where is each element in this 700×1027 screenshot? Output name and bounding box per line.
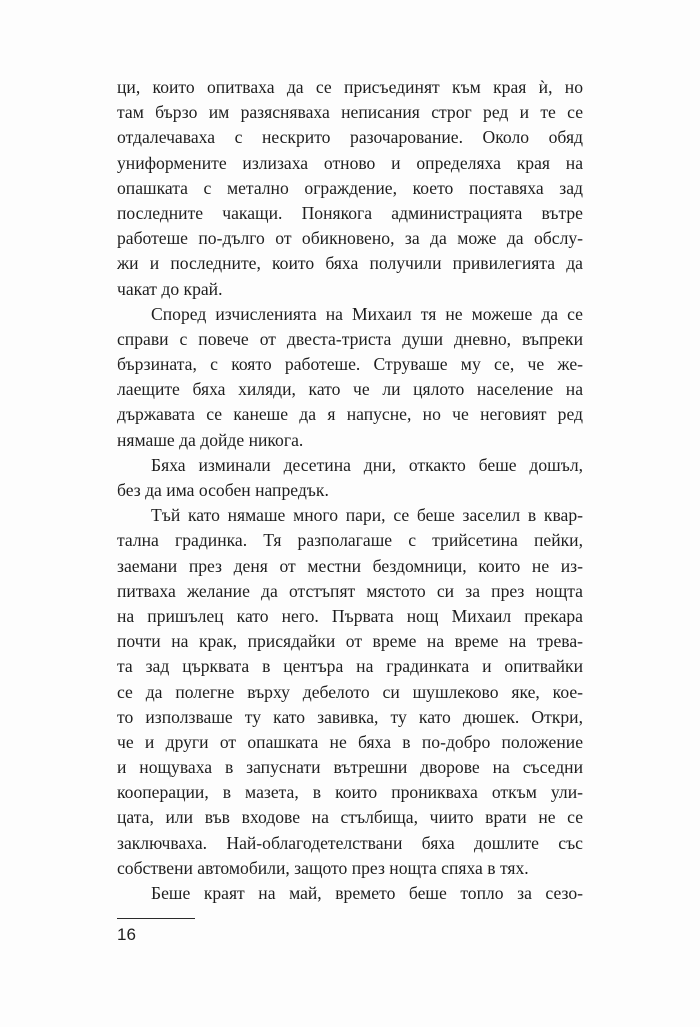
text-line: чакат до край. <box>117 278 223 299</box>
text-line: че и други от опашката не бяха в по-добро положение <box>117 731 583 752</box>
text-line: цата, или във входове на стълбища, чиито врати не се <box>117 807 583 828</box>
text-line: жи и последните, които бяха получили привилегията да <box>117 253 583 274</box>
text-line: нямаше да дойде никога. <box>117 429 304 450</box>
paragraph <box>117 302 583 453</box>
text-line: Според изчисленията на Михаил тя не можеше да се <box>151 303 583 324</box>
text-line: бързината, с която работеше. Струваше му се, че же- <box>117 354 583 375</box>
text-line: заключваха. Най-облагодетелствани бяха дошлите със <box>117 832 583 853</box>
paragraph <box>117 881 583 906</box>
text-line: лаещите бяха хиляди, като че ли цялото население на <box>117 379 583 400</box>
text-line: Бяха изминали десетина дни, откакто беше дошъл, <box>151 454 583 475</box>
text-line: тална градинка. Тя разполагаше с трийсетина пейки, <box>117 530 583 551</box>
text-line: на пришълец като него. Първата нощ Михаил прекара <box>117 605 583 626</box>
text-line: отдалечаваха с нескрито разочарование. Около обяд <box>117 127 583 148</box>
text-line: Тъй като нямаше много пари, се беше заселил в квар- <box>151 505 583 526</box>
text-line: справи с повече от двеста-триста души дневно, въпреки <box>117 328 583 349</box>
text-line: и нощуваха в запуснати вътрешни дворове на съседни <box>117 757 583 778</box>
paragraph <box>117 453 583 503</box>
text-line: без да има особен напредък. <box>117 480 329 500</box>
text-line: се да полегне върху дебелото си шушлеково яке, кое- <box>117 681 583 702</box>
text-line: последните чакащи. Понякога администрацията вътре <box>117 202 583 223</box>
text-line: заемани през деня от местни бездомници, които не из- <box>117 555 583 576</box>
body-text <box>117 75 583 906</box>
text-line: кооперации, в мазета, в които проникваха откъм ули- <box>117 782 583 803</box>
text-line: Беше краят на май, времето беше топло за сезо- <box>151 883 583 903</box>
paragraph <box>117 503 583 881</box>
page-number: 16 <box>117 925 136 944</box>
footer-rule <box>117 918 195 919</box>
text-line: униформените излизаха отново и определяха края на <box>117 152 583 173</box>
text-line: там бързо им разясняваха неписания строг ред и те се <box>117 102 583 123</box>
text-line: та зад църквата в центъра на градинката и опитвайки <box>117 656 583 677</box>
text-line: държавата се канеше да я напусне, но че неговият ред <box>117 404 583 425</box>
text-line: собствени автомобили, защото през нощта спяха в тях. <box>117 857 529 878</box>
text-line: почти на крак, присядайки от време на време на трева- <box>117 631 583 652</box>
text-line: опашката с метално ограждение, което поставяха зад <box>117 177 583 198</box>
text-line: питваха желание да отстъпят мястото си за през нощта <box>117 580 583 601</box>
text-line: то използваше ту като завивка, ту като дюшек. Откри, <box>117 706 583 727</box>
paragraph <box>117 75 583 302</box>
text-line: работеше по-дълго от обикновено, за да може да обслу- <box>117 228 583 249</box>
text-line: ци, които опитваха да се присъединят към края ѝ, но <box>117 77 583 97</box>
